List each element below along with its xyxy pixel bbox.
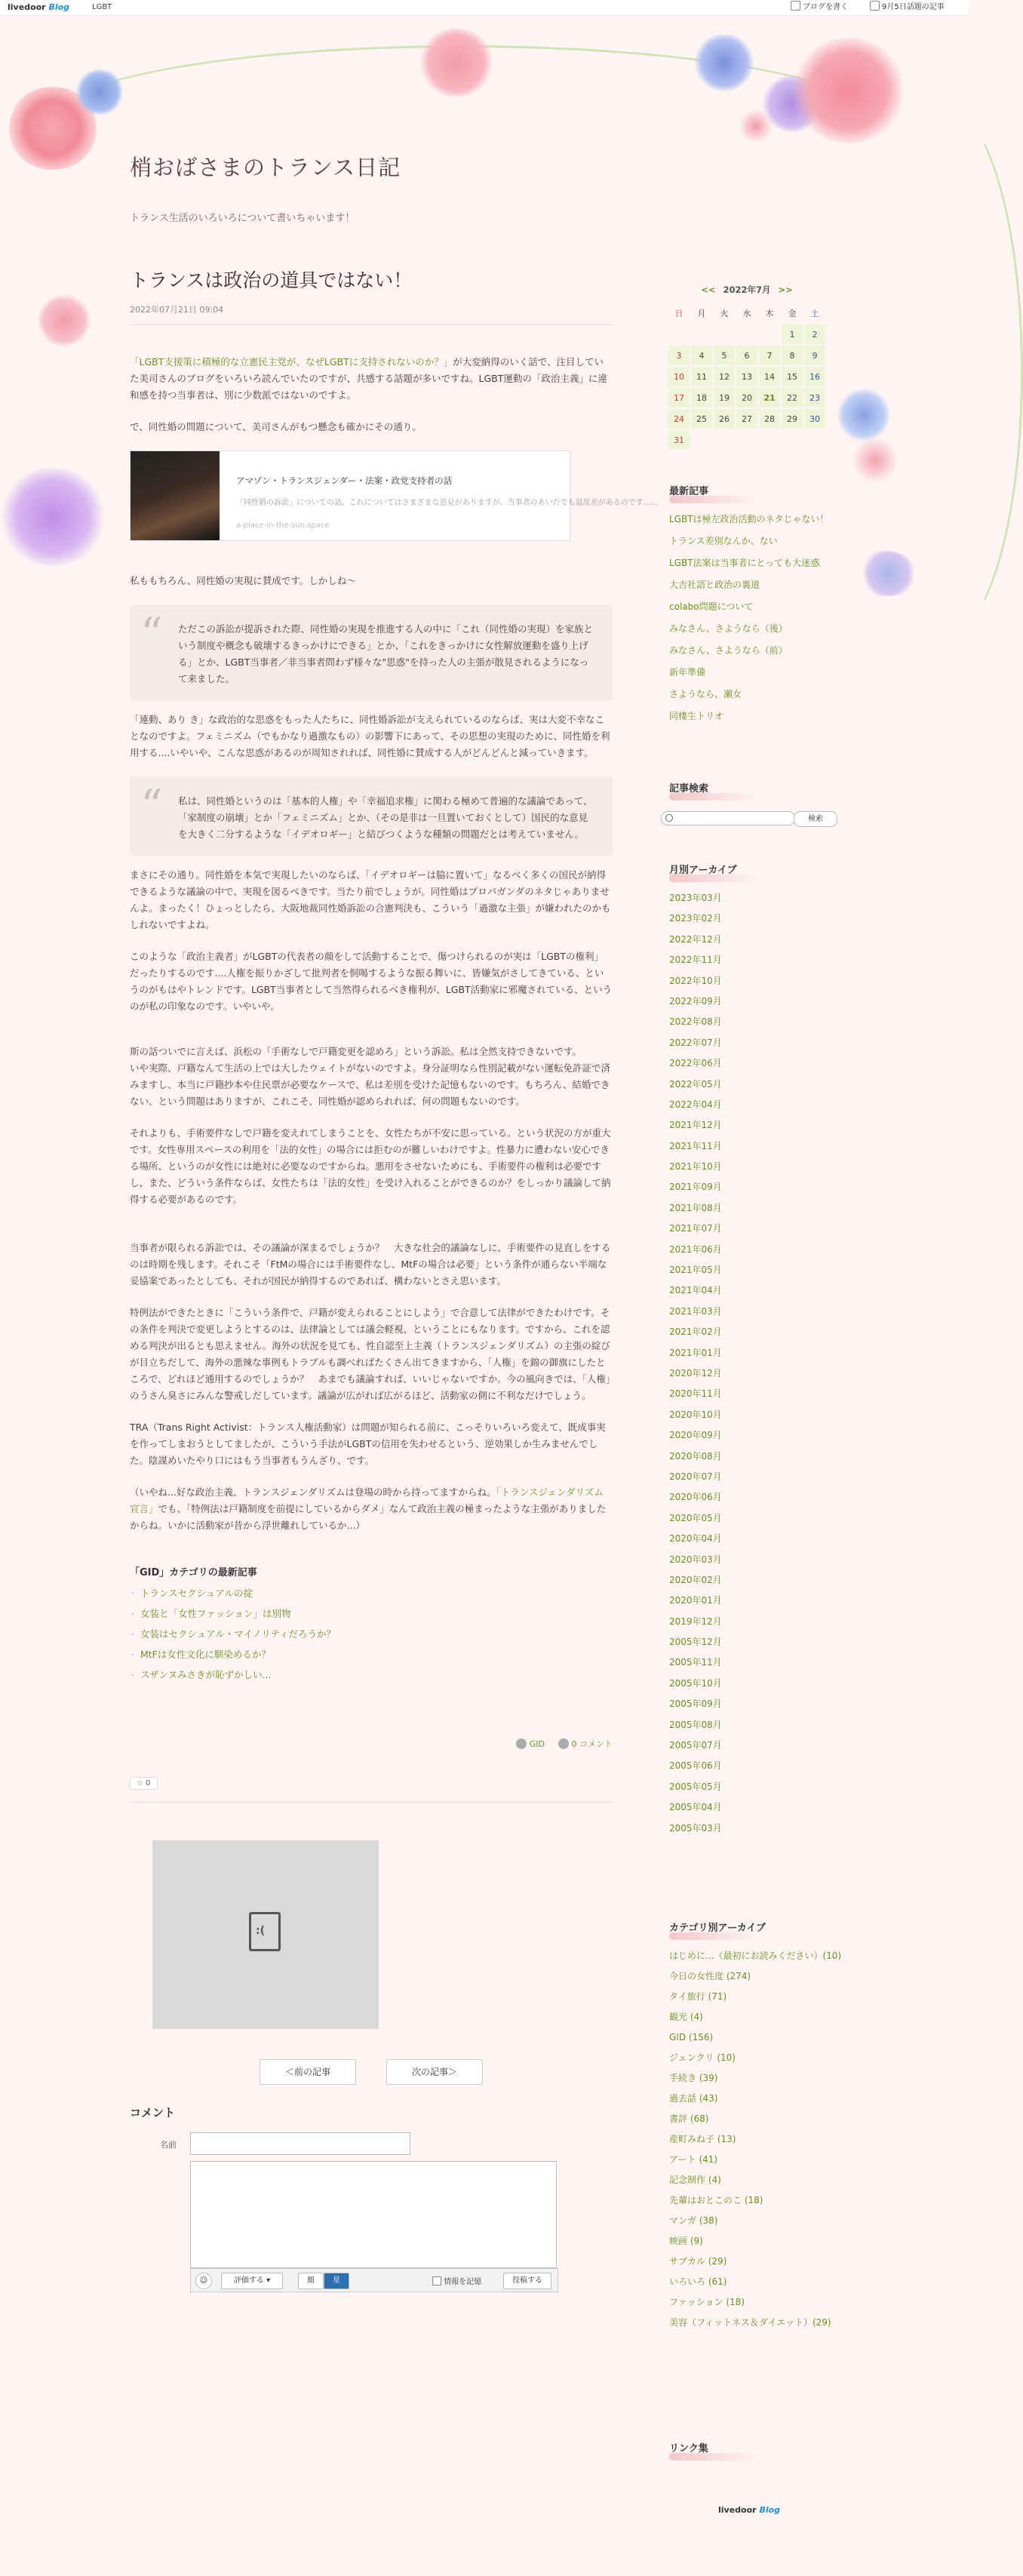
recent-article-link[interactable]: 新年準備 [669,667,706,678]
calendar-day: 20 [736,388,757,407]
archive-month-link[interactable]: 2020年03月 [669,1554,722,1565]
recent-article-link[interactable]: みなさん、さようなら（前） [669,645,788,656]
calendar-day: 26 [714,409,735,429]
calendar-next-link[interactable]: >> [778,284,793,295]
paragraph-text: が大変納得のいく話で、注目していた美司さんのブログをいろいろ読んでいたのですが、共感する話題が多いですね。LGBT運動の「政治主義」に違和感を持つ当事者は、別に少数派ではないのですよ。 [130,356,607,401]
recent-article-link[interactable]: colabo問題について [669,601,754,612]
calendar-day: 15 [782,367,803,386]
calendar-day: 11 [691,367,712,386]
archive-month-link[interactable]: 2022年06月 [669,1058,722,1069]
purple-flower-decoration [762,75,822,132]
archive-month-link[interactable]: 2021年10月 [669,1161,722,1173]
calendar-day: 22 [782,388,803,407]
article [130,266,659,2316]
folder-icon [516,1738,527,1749]
link-card-url: a-place-in-the-sun.space [236,521,330,530]
calendar-header [667,284,827,296]
link-heading: リンク集 [669,2437,843,2458]
category-link[interactable]: ジェンクリ (10) [669,2052,736,2063]
paragraph: それよりも、手術要件なしで戸籍を変えれてしまうことを、女性たちが不安に思っている。という状況の方が重大です。女性専用スペースの利用を「法的女性」の場合には拒むのが難しいわけですよ。性暴力に遭わない安心できる場所、というのが女性には絶対に必要なのですからね。悪用をさせないためにも、手術要件の権利は必要ですし、また、どういう条件ならば、女性たちは「法的女性」を受け入れることができるのか？をしっかり議論して納得する必要があるのです。 [130,1127,611,1205]
category-recent-item[interactable]: · 女装はセクシュアル・マイノリティだろうか？ [130,1624,613,1644]
calendar-day-empty [782,430,803,450]
recent-article-link[interactable]: トランス差別なんか、ない [669,536,778,546]
calendar-day: 24 [668,409,690,429]
weekday-header: 月 [697,309,706,318]
calendar-day: 28 [759,409,780,429]
face-toggle[interactable]: 顔 [298,2273,324,2289]
category-archive-widget [669,1917,843,2338]
rating-select[interactable]: 評価する ▾ [221,2273,283,2289]
inline-link[interactable]: 「LGBT支援策に積極的な立憲民主党が、なぜLGBTに支持されないのか？」 [130,356,453,367]
calendar-day-empty [736,430,757,450]
calendar-day: 31 [668,430,690,450]
prev-article-button[interactable]: ＜前の記事 [260,2059,356,2085]
archive-month-link[interactable]: 2020年12月 [669,1367,722,1379]
archive-month-link[interactable]: 2020年10月 [669,1409,722,1420]
archive-month-link[interactable]: 2020年06月 [669,1492,722,1503]
calendar-day: 10 [668,367,690,386]
pink-rose-decoration [8,87,98,170]
calendar-day-linked[interactable]: 21 [759,388,780,407]
recent-article-link[interactable]: LGBTは極左政治活動のネタじゃない！ [669,514,829,524]
link-card-description: 「同性婚の訴訟」についての話。これについてはさまざまな意見がありますが、当事者のあいだでも温度差があるのです…… [236,499,659,507]
calendar-day: 12 [714,367,735,386]
category-link[interactable]: 記念制作 (4) [669,2175,721,2185]
archive-month-link[interactable]: 2005年12月 [669,1637,722,1648]
monthly-archive-heading: 月別アーカイブ [669,859,843,879]
calendar-day-empty [804,430,825,450]
calendar-day: 16 [804,367,825,386]
blockquote [130,604,613,701]
article-date: 2022年07月21日 09:04 [130,303,613,325]
archive-month-link[interactable]: 2021年06月 [669,1243,722,1255]
category-link[interactable]: アート (41) [669,2154,718,2165]
weekday-header: 火 [720,309,729,318]
today-topics-label: 9月5日話題の記事 [882,3,945,11]
recent-article-link[interactable]: LGBT法案は当事者にとっても大迷惑 [669,558,820,568]
calendar-day-empty [714,324,735,344]
archive-month-link[interactable]: 2005年09月 [669,1698,722,1710]
calendar-day: 1 [782,324,803,344]
archive-month-link[interactable]: 2022年08月 [669,1016,722,1028]
category-archive-heading: カテゴリ別アーカイブ [669,1917,843,1937]
calendar-month: 2022年7月 [723,284,771,295]
search-widget [669,777,843,798]
ad-placeholder [152,1840,379,2029]
recent-articles-heading: 最新記事 [669,480,843,500]
category-link[interactable]: ファッション (18) [669,2297,745,2307]
article-comments-link[interactable]: 0 コメント [571,1739,613,1749]
calendar-day-empty [691,430,712,450]
weekday-header: 金 [788,309,797,318]
recent-article-link[interactable]: 同棲生トリオ [669,711,723,721]
blockquote-text: 私は、同性婚というのは「基本的人権」や「幸福追求権」に関わる極めて普遍的な議論であって、「家制度の崩壊」とか「フェミニズム」とか、（その是非は一旦置いておくとして）国民的な意見を大きく二分するような「イデオロギー」と結びつくような種類の問題だとは考えていません。 [178,795,593,840]
category-link[interactable]: サブカル (29) [669,2256,727,2267]
paragraph: 斯の話ついでに言えば、浜松の「手術なしで戸籍変更を認めろ」という訴訟。私は全然支持できないです。 いや実際、戸籍なんて生活の上では大したウェイトがないのですよ。身分証明なら性別記載がない運転免許証で済みますし、本当に戸籍抄本や住民票が必要なケースで、私は差別を受けた記憶もないのです。もちろん、結婚できない、という問題はありますが、これこそ、同性婚が認められれば、何の問題もないのです。 [130,1046,611,1107]
footer-livedoor-blog-logo[interactable] [718,2505,780,2515]
calendar-icon [870,1,880,11]
calendar-day: 18 [691,388,712,407]
archive-month-link[interactable]: 2020年11月 [669,1388,722,1400]
monthly-archive-widget [669,859,843,1843]
archive-month-link[interactable]: 2005年11月 [669,1657,722,1668]
article-meta [130,1738,613,1750]
calendar-day: 5 [714,346,735,365]
rating-label: 評価する [233,2276,264,2285]
archive-month-link[interactable]: 2022年12月 [669,933,722,945]
comment-form [130,2120,613,2316]
archive-month-link[interactable]: 2020年09月 [669,1430,722,1441]
blockquote-text: ただこの訴訟が提訴された際、同性婚の実現を推進する人の中に「これ（同性婚の実現）を家族という制度や概念も破壊するきっかけにできる」とか、「これをきっかけに女性解放運動を盛り上げる」とか、LGBT当事者／非当事者問わず様々な"思惑"を持った人の主張が散見されるようになって来ました。 [178,623,594,684]
category-link[interactable]: はじめに...（最初にお読みください）(10) [669,1950,842,1961]
archive-month-link[interactable]: 2020年08月 [669,1450,722,1462]
archive-month-link[interactable]: 2005年05月 [669,1781,722,1792]
blockquote [130,776,613,856]
butterfly-decoration [860,551,917,596]
calendar-day-empty [714,430,735,450]
calendar-day: 8 [782,346,803,365]
pink-flower-decoration [739,109,773,143]
paragraph-text: （いやね...好な政治主義、トランスジェンダリズムは登場の時から持ってますからね。 [130,1486,496,1498]
category-recent-articles [130,1564,613,1685]
calendar-day: 30 [804,409,825,429]
search-heading: 記事検索 [669,777,843,798]
search-input[interactable] [661,811,795,825]
category-link[interactable]: 今日の女性度 (274) [669,1971,751,1981]
category-link[interactable]: 映画 (9) [669,2236,703,2246]
category-recent-item[interactable]: · 女装と「女性ファッション」は別物 [130,1603,613,1624]
calendar-day: 9 [804,346,825,365]
pencil-icon [791,1,800,11]
archive-month-link[interactable]: 2022年11月 [669,954,722,966]
archive-month-link[interactable]: 2005年03月 [669,1822,722,1834]
calendar-day: 19 [714,388,735,407]
category-link[interactable]: GID (156) [669,2032,714,2043]
archive-month-link[interactable]: 2022年10月 [669,975,722,986]
quote-icon: “ [140,608,163,659]
archive-month-link[interactable]: 2021年05月 [669,1265,722,1276]
archive-month-link[interactable]: 2022年04月 [669,1099,722,1110]
calendar-day: 14 [759,367,780,386]
link-card-title: アマゾン・トランスジェンダー・法案・政党支持者の話 [236,475,453,486]
paragraph-text: でも、「特例法は戸籍制度を前提にしているからダメ」なんて政治主義の極まったような主張がありましたからね。いかに活動家が昔から浮世離れしているか...） [130,1503,607,1531]
archive-month-link[interactable]: 2023年02月 [669,913,722,924]
calendar-day: 29 [782,409,803,429]
archive-month-link[interactable]: 2020年04月 [669,1533,722,1545]
category-link[interactable]: 過去話 (43) [669,2093,718,2104]
checkbox-icon [432,2276,441,2286]
archive-month-link[interactable]: 2005年08月 [669,1719,722,1730]
comment-heading: コメント [130,2106,176,2120]
paragraph: 当事者が限られる訴訟では、その議論が深まるでしょうか？ 大きな社会的議論なしに、手術要件の見直しをするのは時期を残します。それこそ「FtMの場合には手術要件なし、MtFの場合は必要」という条件が通らない半端な妥協案であったとしても、それが国民が納得するのであれば、構わないとさえ思います。 [130,1242,611,1286]
category-link[interactable]: 観光 (4) [669,2012,703,2022]
category-link[interactable]: 美容（フィットネス＆ダイエット）(29) [669,2317,831,2328]
calendar-day-empty [736,324,757,344]
recent-article-link[interactable]: 大吉社語と政治の裏道 [669,579,760,590]
inline-link[interactable]: 「トランスジェンダリズム宣言」 [130,1486,604,1514]
remember-label: 情報を記憶 [444,2278,482,2286]
topbar-category-link[interactable]: LGBT [92,3,112,11]
footer-logo-main: livedoor [718,2505,757,2515]
category-recent-item[interactable]: · トランスセクシュアルの掟 [130,1583,613,1603]
calendar-grid [667,302,827,451]
like-button[interactable]: ☆ 0 [130,1777,158,1790]
search-icon [665,814,673,822]
calendar-day: 23 [804,388,825,407]
calendar-day-empty [691,324,712,344]
write-blog-label: ブログを書く [803,3,848,11]
pink-flower-decoration [419,29,494,97]
archive-month-link[interactable]: 2021年02月 [669,1326,722,1338]
write-blog-link[interactable] [791,0,848,15]
archive-month-link[interactable]: 2005年04月 [669,1802,722,1813]
archive-month-link[interactable]: 2023年03月 [669,893,722,903]
pink-rose-decoration [792,38,905,143]
archive-month-link[interactable]: 2021年03月 [669,1305,722,1317]
calendar-day: 27 [736,409,757,429]
calendar-day: 13 [736,367,757,386]
quote-icon: “ [140,780,163,832]
paragraph: 私ももちろん、同性婚の実現に賛成です。しかしね〜 [130,575,356,586]
archive-month-link[interactable]: 2005年07月 [669,1740,722,1751]
calendar-prev-link[interactable]: << [701,284,716,295]
article-category-link[interactable]: GID [529,1739,545,1749]
paragraph [130,1484,613,1534]
article-pager [130,2059,613,2085]
calendar [667,284,827,451]
calendar-day-empty [668,324,690,344]
emoji-button[interactable]: ☺ [195,2273,212,2289]
weekday-header: 土 [810,309,819,318]
divider [130,1802,613,1803]
archive-month-link[interactable]: 2005年10月 [669,1677,722,1689]
blue-flower-decoration [837,389,890,441]
archive-month-link[interactable]: 2021年08月 [669,1202,722,1213]
category-recent-item[interactable]: · スザンヌみさきが恥ずかしい... [130,1665,613,1685]
calendar-day: 17 [668,388,690,407]
category-link[interactable]: タイ旅行 (71) [669,1991,727,2002]
pink-flower-decoration [852,438,898,483]
category-link[interactable]: 手続き (39) [669,2073,718,2083]
category-link[interactable]: 産町みね子 (13) [669,2134,736,2144]
paragraph: 「連動、あり き」な政治的な思惑をもった人たちに、同性婚訴訟が支えられているのならば、実は大変不幸なことなのですよ。フェミニズム（でもかなり過激なもの）の影響下にあって、その思想の実現のために、同性婚を利用する....いやいや、こんな思惑があるのが周知されれば、同性婚に賛成する人がどんどんと減っていきます。 [130,714,610,758]
category-recent-item[interactable]: · MtFは女性文化に馴染めるか？ [130,1644,613,1665]
remember-checkbox[interactable] [432,2275,481,2286]
name-input[interactable] [190,2132,410,2155]
link-card[interactable] [130,450,659,541]
comment-toolbar [190,2268,558,2292]
paragraph [130,354,613,404]
archive-month-link[interactable]: 2022年05月 [669,1078,722,1090]
archive-month-link[interactable]: 2021年09月 [669,1182,722,1193]
star-toggle[interactable]: 星 [324,2273,349,2289]
archive-month-link[interactable]: 2020年02月 [669,1574,722,1585]
calendar-day-empty [759,324,780,344]
link-widget [669,2437,843,2458]
archive-month-link[interactable]: 2020年05月 [669,1512,722,1523]
blog-description: トランス生活のいろいろについて書いちゃいます！ [130,213,355,224]
livedoor-blog-logo[interactable] [8,0,69,15]
paragraph: で、同性婚の問題について、美司さんがもつ懸念も確かにその通り。 [130,421,422,432]
link-card-thumbnail [131,451,220,540]
today-topics-link[interactable] [870,0,945,15]
archive-month-link[interactable]: 2020年07月 [669,1471,722,1482]
archive-month-link[interactable]: 2021年11月 [669,1140,722,1151]
archive-month-link[interactable]: 2005年06月 [669,1760,722,1772]
logo-main-text: livedoor [8,2,46,12]
recent-article-link[interactable]: さようなら、瀬女 [669,689,742,699]
paragraph: TRA（Trans Right Activist：トランス人権活動家）は問題が知られる前に、こっそりいろいろ変えて、既成事実を作ってしまおうとしてましたが、こういう手法がLGBTの信用を失わせるという、逆効果しか生みませんでした。陰謀めいたやり口にはもう当事者もうんざり、です。 [130,1422,606,1466]
comment-icon [558,1738,569,1749]
calendar-day: 6 [736,346,757,365]
article-body [130,354,659,1534]
archive-month-link[interactable]: 2019年12月 [669,1615,722,1627]
purple-flower-decoration [0,468,106,566]
blue-flower-decoration [75,69,124,115]
category-link[interactable]: いろいろ (61) [669,2276,727,2287]
archive-month-link[interactable]: 2021年07月 [669,1223,722,1234]
category-link[interactable]: マンガ (38) [669,2215,718,2226]
archive-month-link[interactable]: 2020年01月 [669,1595,722,1606]
blue-flower-decoration [694,34,754,91]
paragraph: このような「政治主義者」がLGBTの代表者の顔をして活動することで、傷つけられるのが実は「LGBTの権利」だったりするのです....人権を振りかざして批判者を恫喝するような振る舞いに、皆嫌気がさしてきている、というのがもはやトレンドです。LGBT当事者として当然得られるべき権利が、LGBT活動家に邪魔されている、というのが私の印象なのです。いやいや。 [130,951,613,1012]
calendar-day-empty [759,430,780,450]
broken-image-icon [249,1912,281,1951]
paragraph: まさにその通り。同性婚を本気で実現したいのならば、「イデオロギーは脇に置いて」なるべく多くの国民が納得できるような議論の中で、実現を図るべきです。当たり前でしょうが。同性婚はプロパガンダのネタじゃありませんよ。まったく！ひょっとしたら、大阪地裁同性婚訴訟の合憲判決も、こういう「過激な主張」が嫌われたのかもしれないですよね。 [130,869,611,930]
calendar-day: 2 [804,324,825,344]
archive-month-link[interactable]: 2022年07月 [669,1037,722,1048]
footer-logo-blog: Blog [759,2505,781,2515]
calendar-day: 25 [691,409,712,429]
search-button[interactable]: 検索 [794,811,837,827]
calendar-day: 7 [759,346,780,365]
blog-title[interactable]: 梢おばさまのトランス日記 [130,155,401,180]
recent-article-link[interactable]: みなさん、さようなら（後） [669,623,788,634]
weekday-header: 日 [674,309,684,318]
pink-flower-decoration [38,294,91,347]
article-title[interactable]: トランスは政治の道具ではない！ [130,269,413,291]
category-link[interactable]: 先輩はおとこのこ (18) [669,2195,763,2206]
next-article-button[interactable]: 次の記事＞ [386,2059,483,2085]
weekday-header: 水 [742,309,751,318]
archive-month-link[interactable]: 2021年04月 [669,1285,722,1296]
calendar-day: 3 [668,346,690,365]
logo-blog-text: Blog [48,2,70,12]
paragraph: 特例法ができたときに「こういう条件で、戸籍が変えられることにしよう」で合意して法律ができたわけです。その条件を判決で変更しようとするのは、法律論としては議会軽視、ということにもなります。ですから、これを認める判決が出るとも思えません。海外の状況を見ても、性自認至上主義（トランスジェンダリズム）の主張の綻びが目立ちだして、海外の悪辣な事例もトラブルも調べればたくさん出てきますから、「人権」を錦の御旗にしたところで、どれほど通用するのでしょうか？ あまでも議論すれば、いいじゃないですか。今の風向きでは、「人権」のうさん臭さにみんな警戒しだしています。議論が広がれば広がるほど、活動家の側に不利なだけでしょう。 [130,1307,611,1401]
name-label: 名前 [160,2140,177,2150]
submit-button[interactable]: 投稿する [503,2273,551,2289]
category-recent-heading: 「GID」カテゴリの最新記事 [130,1567,257,1578]
global-topbar [0,0,969,16]
comment-textarea[interactable] [190,2161,557,2268]
archive-month-link[interactable]: 2021年12月 [669,1120,722,1131]
recent-articles-widget [669,480,843,733]
archive-month-link[interactable]: 2022年09月 [669,995,722,1007]
weekday-header: 木 [765,309,774,318]
archive-month-link[interactable]: 2021年01月 [669,1347,722,1358]
category-link[interactable]: 書評 (68) [669,2113,709,2124]
calendar-day: 4 [691,346,712,365]
